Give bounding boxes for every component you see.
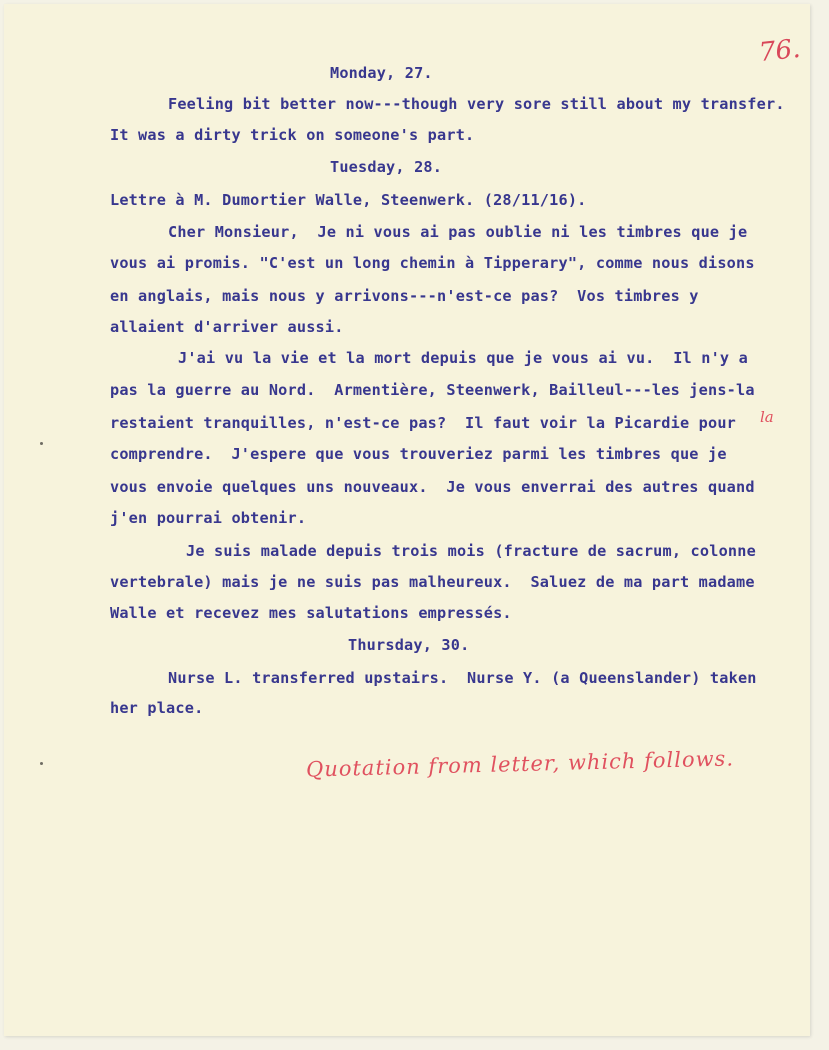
text-line: vertebrale) mais je ne suis pas malheureux. Saluez de ma part madame xyxy=(110,573,755,591)
text-line: her place. xyxy=(110,699,204,717)
margin-annotation: la xyxy=(760,408,774,426)
text-line: comprendre. J'espere que vous trouveriez parmi les timbres que je xyxy=(110,445,727,463)
text-line: Cher Monsieur, Je ni vous ai pas oublie ni les timbres que je xyxy=(168,223,748,241)
date-heading: Tuesday, 28. xyxy=(330,158,443,176)
text-line: allaient d'arriver aussi. xyxy=(110,318,344,336)
text-line: restaient tranquilles, n'est-ce pas? Il faut voir la Picardie pour xyxy=(110,414,737,432)
document-page xyxy=(4,4,810,1036)
text-line: J'ai vu la vie et la mort depuis que je vous ai vu. Il n'y a xyxy=(178,349,748,367)
text-line: It was a dirty trick on someone's part. xyxy=(110,126,475,144)
text-line: Walle et recevez mes salutations empressés. xyxy=(110,604,512,622)
punch-mark xyxy=(40,762,43,765)
text-line: pas la guerre au Nord. Armentière, Steenwerk, Bailleul---les jens-la xyxy=(110,381,755,399)
text-line: Feeling bit better now---though very sore still about my transfer. xyxy=(168,95,785,113)
text-line: j'en pourrai obtenir. xyxy=(110,509,307,527)
punch-mark xyxy=(40,442,43,445)
text-line: vous ai promis. "C'est un long chemin à Tipperary", comme nous disons xyxy=(110,254,755,272)
date-heading: Monday, 27. xyxy=(330,64,433,82)
text-line: Nurse L. transferred upstairs. Nurse Y. (a Queenslander) taken xyxy=(168,669,757,687)
handwritten-note: Quotation from letter, which follows. xyxy=(305,746,735,782)
text-line: vous envoie quelques uns nouveaux. Je vous enverrai des autres quand xyxy=(110,478,755,496)
page-number: 76. xyxy=(757,33,802,69)
text-line: en anglais, mais nous y arrivons---n'est-ce pas? Vos timbres y xyxy=(110,287,699,305)
text-line: Je suis malade depuis trois mois (fracture de sacrum, colonne xyxy=(186,542,756,560)
text-line: Lettre à M. Dumortier Walle, Steenwerk. (28/11/16). xyxy=(110,191,587,209)
date-heading: Thursday, 30. xyxy=(348,636,470,654)
